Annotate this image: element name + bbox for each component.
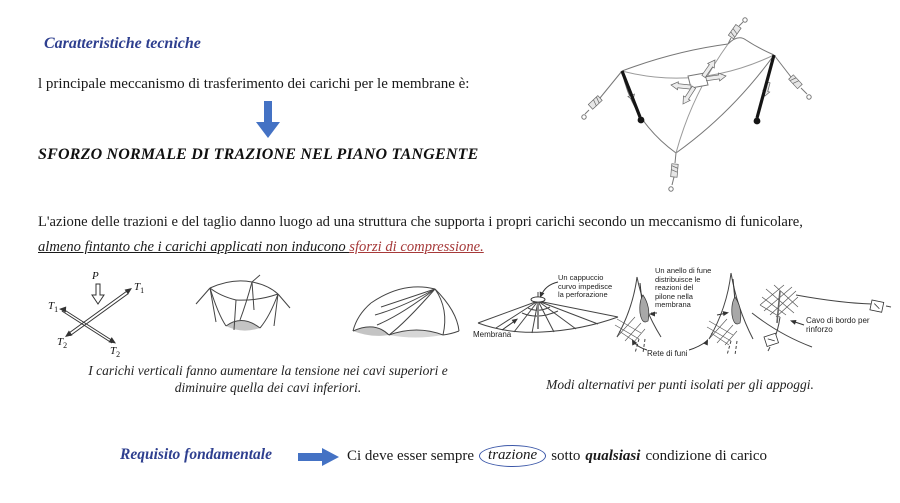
requirement-sentence — [347, 442, 767, 470]
net-label: Rete di funi — [647, 349, 688, 358]
ring-label: Un anello di fune distribuisce le reazioni del pilone nella membrana — [655, 266, 712, 309]
paragraph-line2-red: sforzi di compressione. — [349, 239, 484, 255]
tent-saddle-figure — [345, 281, 465, 341]
force-t1-left-label: $T_1$ — [48, 300, 59, 315]
hero-membrane-sketch — [575, 14, 890, 204]
requirement-label: Requisito fondamentale — [120, 446, 272, 463]
tent-four-point-sketch — [190, 274, 300, 340]
sentence-post: condizione di carico — [645, 447, 768, 464]
caption-right: Modi alternativi per punti isolati per gli appoggi. — [546, 377, 814, 392]
sentence-mid: sotto — [551, 447, 581, 464]
sentence-pre: Ci deve esser sempre — [347, 447, 475, 464]
paragraph-line2-black: almeno fintanto che i carichi applicati non inducono — [38, 239, 350, 255]
hero-membrane-figure — [575, 14, 890, 204]
pylon-tips-figure — [607, 263, 759, 362]
force-p-label: P — [92, 270, 99, 282]
tent-saddle-sketch — [345, 281, 465, 341]
sentence-emphasis: qualsiasi — [585, 447, 641, 464]
right-arrow-icon — [298, 448, 340, 466]
force-diagram — [48, 270, 148, 365]
body-paragraph — [38, 210, 888, 260]
edge-cable-figure — [750, 279, 896, 357]
statement-text: SFORZO NORMALE DI TRAZIONE NEL PIANO TANGENTE — [38, 146, 479, 163]
intro-text: l principale meccanismo di trasferimento dei carichi per le membrane è: — [38, 76, 470, 92]
paragraph-line1: L'azione delle trazioni e del taglio danno luogo ad una struttura che supporta i propri carichi secondo un meccanismo di funicolare, — [38, 214, 803, 230]
edge-cable-label: Cavo di bordo per rinforzo — [806, 316, 870, 334]
tent-four-point-figure — [190, 274, 300, 340]
down-arrow-icon — [255, 101, 281, 139]
force-t1-right-label: $T_1$ — [134, 281, 145, 296]
caption-left: I carichi verticali fanno aumentare la tensione nei cavi superiori e diminuire quella dei cavi inferiori. — [88, 363, 448, 395]
page-title: Caratteristiche tecniche — [44, 35, 201, 52]
cone-cap-label: Un cappuccio curvo impedisce la perforazione — [558, 273, 613, 299]
paragraph-line2 — [38, 235, 888, 260]
circled-term: trazione — [479, 445, 546, 467]
force-t2-left-label: $T_2$ — [57, 336, 68, 351]
membrane-label: Membrana — [473, 330, 512, 339]
force-t2-right-label: $T_2$ — [110, 345, 121, 360]
cone-cap-figure — [472, 272, 624, 348]
